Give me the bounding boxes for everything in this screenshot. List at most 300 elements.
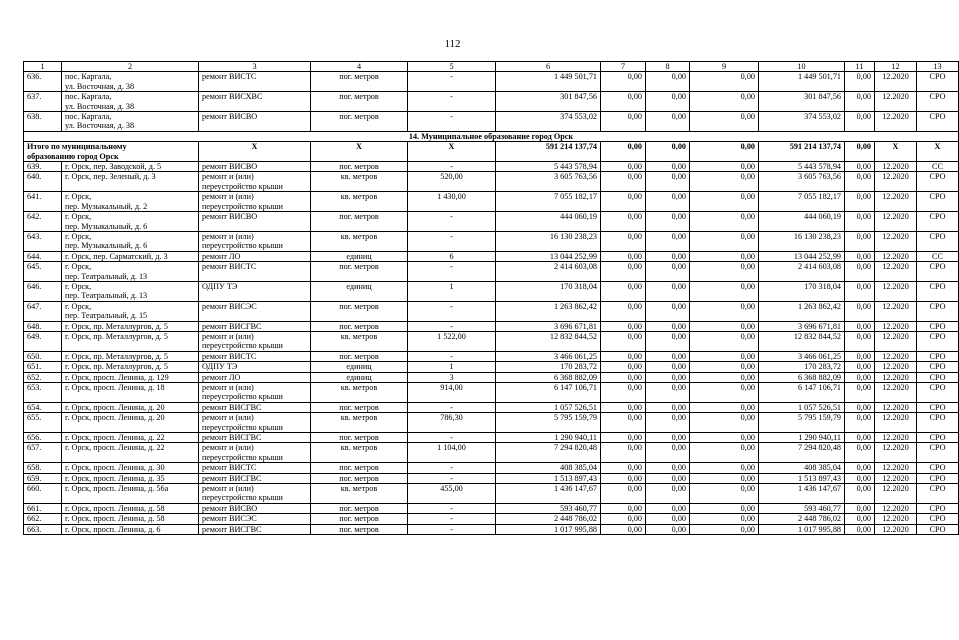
fund-other: 0,00 (845, 331, 875, 351)
unit: пог. метров (311, 503, 408, 513)
work-type-line: ремонт ВИСВО (202, 503, 258, 513)
fund-local: 0,00 (690, 362, 759, 372)
fund-other: 0,00 (845, 112, 875, 132)
work-type (199, 92, 311, 112)
unit: кв. метров (311, 331, 408, 351)
fund-owners: 7 055 182,17 (759, 192, 845, 212)
fund-regional: 0,00 (646, 524, 690, 534)
cost-total: 593 460,77 (496, 503, 601, 513)
address (62, 413, 199, 433)
work-type-line: ремонт и (или) (202, 443, 254, 453)
work-type-line: ремонт ВИСГВС (202, 321, 262, 331)
section-title: 14. Муниципальное образование город Орск (24, 131, 959, 141)
fund-local: 0,00 (690, 281, 759, 301)
fund-local: 0,00 (690, 524, 759, 534)
address (62, 72, 199, 92)
address-line: пер. Театральный, д. 15 (65, 311, 148, 321)
unit: единиц (311, 281, 408, 301)
fund-owners: 1 263 862,42 (759, 301, 845, 321)
work-type-line: переустройство крыши (202, 452, 283, 462)
table-row (24, 473, 959, 483)
address-line: г. Орск, (65, 301, 92, 311)
address-line: г. Орск, пр. Металлургов, д. 5 (65, 362, 168, 372)
unit: единиц (311, 251, 408, 261)
work-type-line: ремонт ВИСГВС (202, 473, 262, 483)
work-type-line: ремонт и (или) (202, 231, 254, 241)
unit: пог. метров (311, 212, 408, 232)
row-number: 655. (24, 413, 62, 433)
unit: пог. метров (311, 473, 408, 483)
address (62, 484, 199, 504)
address (62, 433, 199, 443)
quantity: - (408, 503, 496, 513)
total-label-line: образованию город Орск (27, 151, 119, 161)
work-type (199, 72, 311, 92)
address-line: г. Орск, пер. Заводской, д. 5 (65, 162, 162, 172)
fund-regional: 0,00 (646, 463, 690, 473)
total-regional: 0,00 (646, 142, 690, 162)
address-line: г. Орск, (65, 281, 92, 291)
method: СРО (917, 92, 959, 112)
cost-total: 408 385,04 (496, 463, 601, 473)
work-type-line: ремонт ВИСГВС (202, 524, 262, 534)
work-type (199, 321, 311, 331)
row-number: 650. (24, 351, 62, 361)
unit: пог. метров (311, 514, 408, 524)
completion-date: 12.2020 (875, 231, 917, 251)
quantity: 520,00 (408, 172, 496, 192)
method: СРО (917, 433, 959, 443)
address (62, 514, 199, 524)
fund-owners: 7 294 820,48 (759, 443, 845, 463)
address-line: ул. Восточная, д. 38 (65, 101, 135, 111)
cost-total: 2 414 603,08 (496, 262, 601, 282)
column-number: 13 (917, 62, 959, 72)
address (62, 112, 199, 132)
completion-date: 12.2020 (875, 503, 917, 513)
work-type-line: переустройство крыши (202, 422, 283, 432)
address-line: г. Орск, просп. Ленина, д. 18 (65, 383, 165, 392)
work-type (199, 524, 311, 534)
fund-regional: 0,00 (646, 162, 690, 172)
work-type-line: ремонт и (или) (202, 383, 254, 392)
completion-date: 12.2020 (875, 321, 917, 331)
total-owners: 591 214 137,74 (759, 142, 845, 162)
fund-federal: 0,00 (601, 443, 646, 463)
quantity: - (408, 162, 496, 172)
method: СРО (917, 473, 959, 483)
method: СРО (917, 413, 959, 433)
quantity: - (408, 514, 496, 524)
work-type-line: переустройство крыши (202, 201, 283, 211)
work-type-line: ремонт и (или) (202, 484, 254, 494)
table-row (24, 383, 959, 403)
fund-federal: 0,00 (601, 262, 646, 282)
completion-date: 12.2020 (875, 372, 917, 382)
table-row (24, 112, 959, 132)
quantity: 786,30 (408, 413, 496, 433)
column-number-row (24, 62, 959, 72)
fund-regional: 0,00 (646, 331, 690, 351)
fund-regional: 0,00 (646, 443, 690, 463)
unit: пог. метров (311, 162, 408, 172)
completion-date: 12.2020 (875, 162, 917, 172)
fund-other: 0,00 (845, 503, 875, 513)
unit: пог. метров (311, 402, 408, 412)
cost-total: 5 443 578,94 (496, 162, 601, 172)
address-line: г. Орск, просп. Ленина, д. 58 (65, 514, 165, 524)
completion-date: 12.2020 (875, 473, 917, 483)
work-type (199, 262, 311, 282)
work-type-line: ремонт ВИСЭС (202, 301, 257, 311)
cost-total: 1 436 147,67 (496, 484, 601, 504)
table-row (24, 503, 959, 513)
table-row (24, 484, 959, 504)
unit: пог. метров (311, 301, 408, 321)
cost-total: 170 318,04 (496, 281, 601, 301)
fund-other: 0,00 (845, 514, 875, 524)
table-row (24, 281, 959, 301)
fund-owners: 374 553,02 (759, 112, 845, 132)
address (62, 372, 199, 382)
cost-total: 1 263 862,42 (496, 301, 601, 321)
page-number: 112 (444, 38, 461, 50)
fund-owners: 1 513 897,43 (759, 473, 845, 483)
cost-total: 3 605 763,56 (496, 172, 601, 192)
work-type-line: ремонт ВИСХВС (202, 92, 263, 102)
total-federal: 0,00 (601, 142, 646, 162)
fund-federal: 0,00 (601, 413, 646, 433)
completion-date: 12.2020 (875, 443, 917, 463)
address-line: г. Орск, просп. Ленина, д. 20 (65, 413, 165, 423)
address-line: пос. Каргала, (65, 112, 112, 122)
method: СРО (917, 172, 959, 192)
completion-date: 12.2020 (875, 351, 917, 361)
fund-other: 0,00 (845, 172, 875, 192)
work-type (199, 443, 311, 463)
row-number: 663. (24, 524, 62, 534)
fund-local: 0,00 (690, 463, 759, 473)
fund-regional: 0,00 (646, 402, 690, 412)
fund-owners: 593 460,77 (759, 503, 845, 513)
table-row (24, 463, 959, 473)
table-row (24, 402, 959, 412)
row-number: 656. (24, 433, 62, 443)
cost-total: 5 795 159,79 (496, 413, 601, 433)
fund-other: 0,00 (845, 72, 875, 92)
fund-federal: 0,00 (601, 92, 646, 112)
quantity: 914,00 (408, 383, 496, 403)
method: СРО (917, 112, 959, 132)
fund-local: 0,00 (690, 162, 759, 172)
table-row (24, 372, 959, 382)
fund-other: 0,00 (845, 301, 875, 321)
address-line: пос. Каргала, (65, 72, 112, 82)
row-number: 649. (24, 331, 62, 351)
cost-total: 6 368 882,09 (496, 372, 601, 382)
work-type (199, 372, 311, 382)
quantity: - (408, 351, 496, 361)
row-number: 643. (24, 231, 62, 251)
method: СРО (917, 524, 959, 534)
fund-other: 0,00 (845, 433, 875, 443)
fund-other: 0,00 (845, 212, 875, 232)
work-type (199, 212, 311, 232)
fund-federal: 0,00 (601, 162, 646, 172)
fund-local: 0,00 (690, 112, 759, 132)
work-type (199, 362, 311, 372)
fund-regional: 0,00 (646, 514, 690, 524)
completion-date: 12.2020 (875, 484, 917, 504)
quantity: - (408, 92, 496, 112)
work-type (199, 192, 311, 212)
work-type (199, 413, 311, 433)
work-type-line: ремонт ВИСВО (202, 162, 258, 172)
row-number: 637. (24, 92, 62, 112)
fund-owners: 170 318,04 (759, 281, 845, 301)
address-line: г. Орск, просп. Ленина, д. 20 (65, 402, 165, 412)
fund-federal: 0,00 (601, 321, 646, 331)
address-line: г. Орск, просп. Ленина, д. 22 (65, 443, 165, 453)
address-line: пер. Музыкальный, д. 6 (65, 221, 148, 231)
quantity: 1 104,00 (408, 443, 496, 463)
address-line: г. Орск, просп. Ленина, д. 35 (65, 473, 165, 483)
fund-other: 0,00 (845, 162, 875, 172)
fund-federal: 0,00 (601, 484, 646, 504)
unit: единиц (311, 362, 408, 372)
completion-date: 12.2020 (875, 112, 917, 132)
address (62, 281, 199, 301)
address (62, 301, 199, 321)
total-x: X (311, 142, 408, 162)
fund-regional: 0,00 (646, 383, 690, 403)
fund-federal: 0,00 (601, 372, 646, 382)
row-number: 646. (24, 281, 62, 301)
work-type-line: ремонт ВИСВО (202, 112, 258, 122)
fund-regional: 0,00 (646, 251, 690, 261)
cost-total: 1 017 995,88 (496, 524, 601, 534)
fund-other: 0,00 (845, 321, 875, 331)
fund-local: 0,00 (690, 192, 759, 212)
fund-regional: 0,00 (646, 192, 690, 212)
fund-other: 0,00 (845, 443, 875, 463)
address (62, 463, 199, 473)
quantity: 1 522,00 (408, 331, 496, 351)
unit: пог. метров (311, 92, 408, 112)
work-type-line: ремонт ВИСТС (202, 463, 257, 473)
table-row (24, 351, 959, 361)
fund-regional: 0,00 (646, 321, 690, 331)
table-row (24, 301, 959, 321)
total-label (24, 142, 199, 162)
fund-regional: 0,00 (646, 473, 690, 483)
address-line: г. Орск, пер. Сарматский, д. 3 (65, 251, 168, 261)
quantity: 1 (408, 281, 496, 301)
address-line: пер. Театральный, д. 13 (65, 291, 148, 301)
cost-total: 374 553,02 (496, 112, 601, 132)
fund-local: 0,00 (690, 503, 759, 513)
fund-federal: 0,00 (601, 331, 646, 351)
address (62, 473, 199, 483)
work-type (199, 402, 311, 412)
section-header-row (24, 131, 959, 141)
fund-federal: 0,00 (601, 112, 646, 132)
fund-federal: 0,00 (601, 212, 646, 232)
row-number: 638. (24, 112, 62, 132)
column-number: 11 (845, 62, 875, 72)
work-type (199, 503, 311, 513)
capital-repair-register-table (23, 61, 959, 535)
fund-owners: 1 436 147,67 (759, 484, 845, 504)
fund-federal: 0,00 (601, 383, 646, 403)
row-number: 652. (24, 372, 62, 382)
address (62, 162, 199, 172)
row-number: 657. (24, 443, 62, 463)
fund-regional: 0,00 (646, 231, 690, 251)
total-other: 0,00 (845, 142, 875, 162)
address (62, 92, 199, 112)
total-row (24, 142, 959, 162)
fund-regional: 0,00 (646, 484, 690, 504)
completion-date: 12.2020 (875, 72, 917, 92)
address-line: г. Орск, (65, 192, 92, 202)
address (62, 212, 199, 232)
fund-owners: 6 147 106,71 (759, 383, 845, 403)
row-number: 642. (24, 212, 62, 232)
fund-regional: 0,00 (646, 72, 690, 92)
work-type-line: ремонт ВИСГВС (202, 433, 262, 443)
fund-federal: 0,00 (601, 192, 646, 212)
row-number: 647. (24, 301, 62, 321)
work-type-line: ОДПУ ТЭ (202, 362, 238, 372)
table-row (24, 331, 959, 351)
fund-other: 0,00 (845, 413, 875, 433)
table-row (24, 514, 959, 524)
cost-total: 7 055 182,17 (496, 192, 601, 212)
method: СРО (917, 192, 959, 212)
address-line: г. Орск, пр. Металлургов, д. 5 (65, 351, 168, 361)
total-x: X (917, 142, 959, 162)
work-type (199, 463, 311, 473)
fund-owners: 5 443 578,94 (759, 162, 845, 172)
fund-owners: 2 414 603,08 (759, 262, 845, 282)
row-number: 639. (24, 162, 62, 172)
unit: пог. метров (311, 112, 408, 132)
table-row (24, 321, 959, 331)
work-type (199, 484, 311, 504)
cost-total: 444 060,19 (496, 212, 601, 232)
row-number: 661. (24, 503, 62, 513)
fund-owners: 408 385,04 (759, 463, 845, 473)
method: СРО (917, 484, 959, 504)
address (62, 192, 199, 212)
total-label-line: Итого по муниципальному (27, 142, 127, 152)
total-local: 0,00 (690, 142, 759, 162)
completion-date: 12.2020 (875, 433, 917, 443)
work-type-line: ремонт ВИСТС (202, 351, 257, 361)
method: СРО (917, 262, 959, 282)
fund-owners: 444 060,19 (759, 212, 845, 232)
row-number: 644. (24, 251, 62, 261)
fund-owners: 3 466 061,25 (759, 351, 845, 361)
fund-other: 0,00 (845, 192, 875, 212)
work-type (199, 351, 311, 361)
fund-local: 0,00 (690, 413, 759, 433)
address-line: пос. Каргала, (65, 92, 112, 102)
fund-federal: 0,00 (601, 351, 646, 361)
address-line: г. Орск, пр. Металлургов, д. 5 (65, 321, 168, 331)
address-line: г. Орск, просп. Ленина, д. 6 (65, 524, 161, 534)
unit: пог. метров (311, 433, 408, 443)
method: СРО (917, 301, 959, 321)
quantity: - (408, 262, 496, 282)
fund-other: 0,00 (845, 463, 875, 473)
address-line: ул. Восточная, д. 38 (65, 121, 135, 131)
fund-local: 0,00 (690, 212, 759, 232)
work-type-line: переустройство крыши (202, 493, 283, 503)
address-line: г. Орск, пер. Зеленый, д. 3 (65, 172, 156, 182)
quantity: - (408, 301, 496, 321)
table-row (24, 362, 959, 372)
fund-other: 0,00 (845, 402, 875, 412)
fund-regional: 0,00 (646, 413, 690, 433)
method: СРО (917, 383, 959, 403)
fund-other: 0,00 (845, 524, 875, 534)
quantity: - (408, 72, 496, 92)
cost-total: 2 448 786,02 (496, 514, 601, 524)
fund-other: 0,00 (845, 262, 875, 282)
fund-local: 0,00 (690, 351, 759, 361)
address (62, 172, 199, 192)
method: СС (917, 162, 959, 172)
fund-owners: 6 368 882,09 (759, 372, 845, 382)
address-line: г. Орск, (65, 231, 92, 241)
row-number: 658. (24, 463, 62, 473)
fund-federal: 0,00 (601, 362, 646, 372)
cost-total: 1 290 940,11 (496, 433, 601, 443)
work-type-line: переустройство крыши (202, 181, 283, 191)
address (62, 262, 199, 282)
table-row (24, 192, 959, 212)
work-type-line: ремонт ВИСГВС (202, 402, 262, 412)
fund-owners: 1 449 501,71 (759, 72, 845, 92)
completion-date: 12.2020 (875, 251, 917, 261)
work-type-line: ремонт ВИСЭС (202, 514, 257, 524)
fund-regional: 0,00 (646, 362, 690, 372)
completion-date: 12.2020 (875, 92, 917, 112)
fund-owners: 170 283,72 (759, 362, 845, 372)
row-number: 653. (24, 383, 62, 403)
work-type-line: ремонт ВИСТС (202, 72, 257, 82)
unit: пог. метров (311, 463, 408, 473)
total-x: X (408, 142, 496, 162)
completion-date: 12.2020 (875, 281, 917, 301)
fund-federal: 0,00 (601, 251, 646, 261)
unit: единиц (311, 372, 408, 382)
address (62, 251, 199, 261)
fund-other: 0,00 (845, 362, 875, 372)
fund-local: 0,00 (690, 251, 759, 261)
method: СРО (917, 72, 959, 92)
quantity: - (408, 402, 496, 412)
fund-regional: 0,00 (646, 281, 690, 301)
fund-local: 0,00 (690, 484, 759, 504)
fund-other: 0,00 (845, 473, 875, 483)
quantity: - (408, 231, 496, 251)
table-row (24, 162, 959, 172)
address-line: г. Орск, (65, 212, 92, 222)
quantity: 1 430,00 (408, 192, 496, 212)
